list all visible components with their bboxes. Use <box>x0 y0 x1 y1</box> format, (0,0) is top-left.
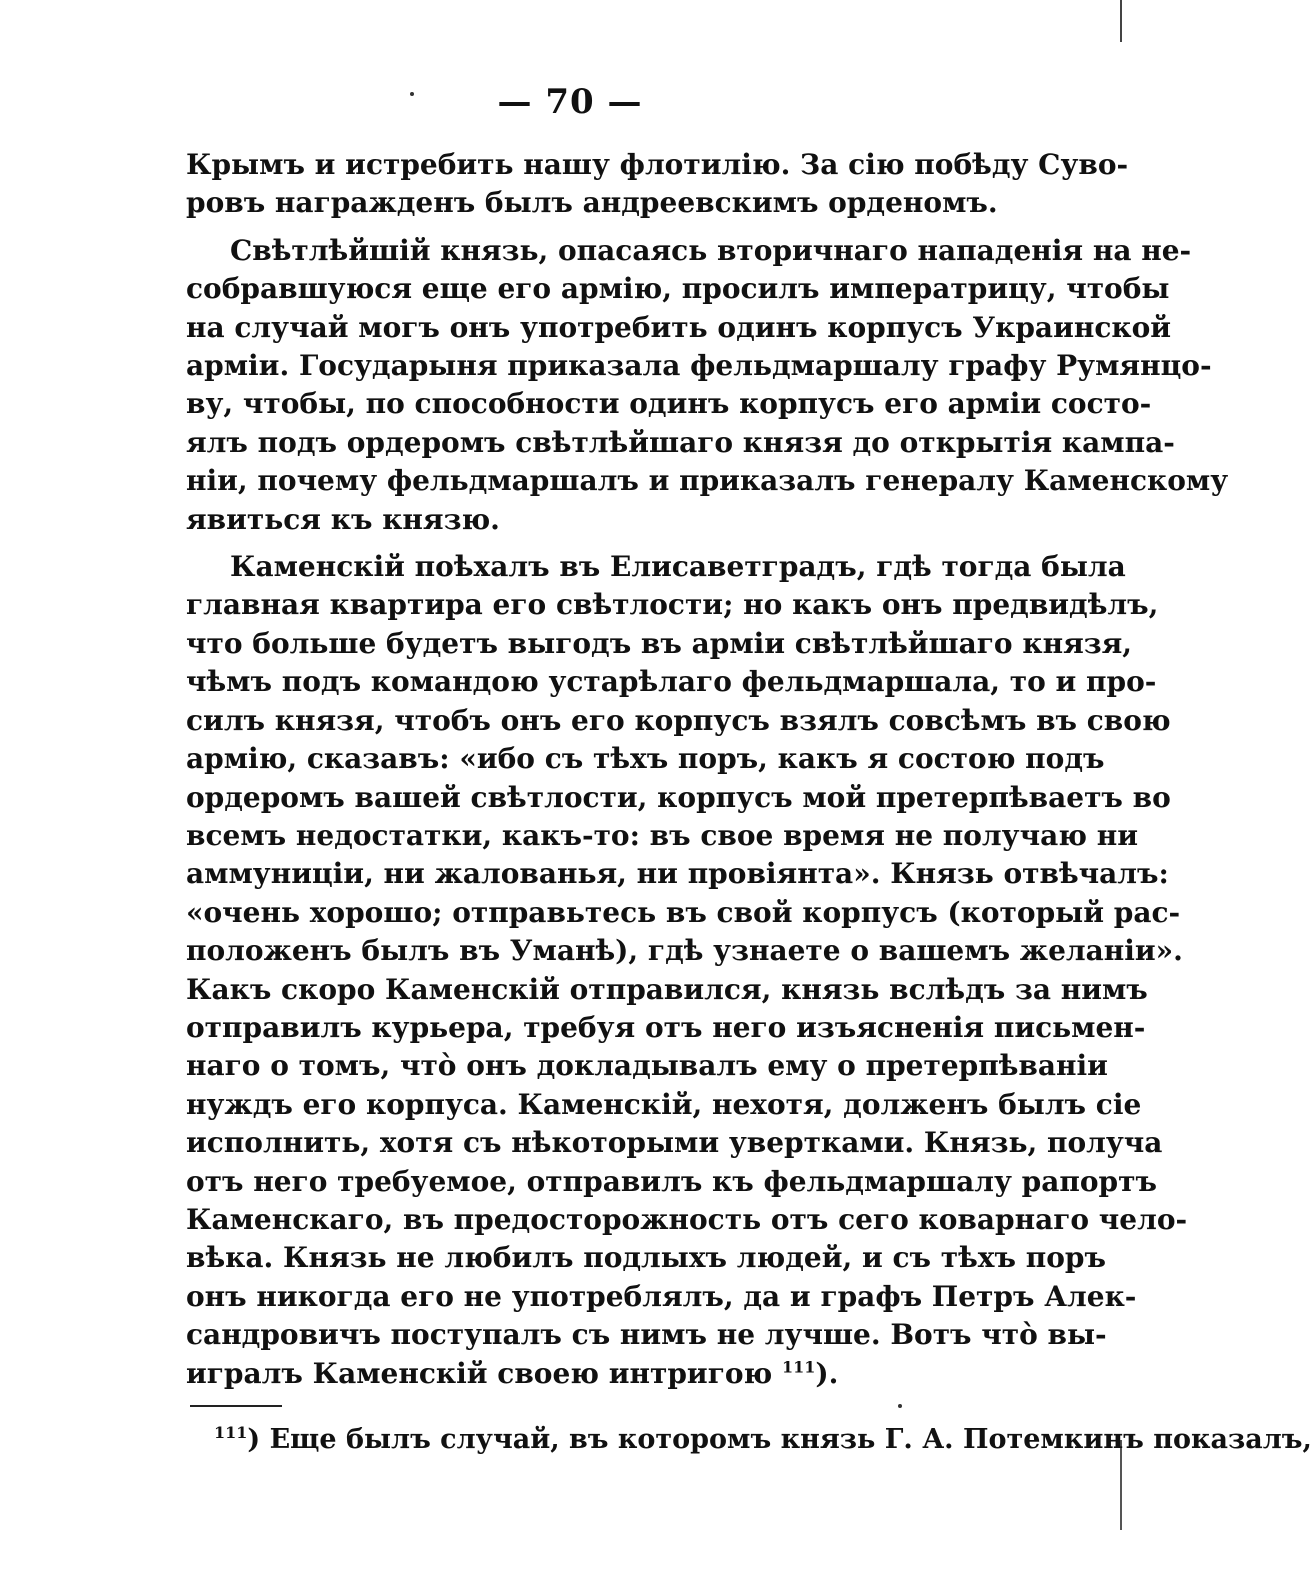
scan-speck <box>898 1404 902 1408</box>
text-line: сандровичъ поступалъ съ нимъ не лучше. Вотъ что̀ вы- <box>186 1318 1107 1352</box>
scan-edge-line <box>1120 0 1122 42</box>
text-line: чѣмъ подъ командою устарѣлаго фельдмаршала, то и про- <box>186 665 1157 699</box>
text-line: «очень хорошо; отправьтесь въ свой корпусъ (который рас- <box>186 895 1181 929</box>
text-line: исполнить, хотя съ нѣкоторыми увертками. Князь, получа <box>186 1126 1163 1160</box>
text-line: ніи, почему фельдмаршалъ и приказалъ генералу Каменскому <box>186 464 1229 498</box>
text-line: Какъ скоро Каменскій отправился, князь вслѣдъ за нимъ <box>186 972 1148 1006</box>
text-line: собравшуюся еще его армію, просилъ императрицу, чтобы <box>186 272 1170 306</box>
footnote <box>214 1423 1312 1455</box>
text-line: отправилъ курьера, требуя отъ него изъясненія письмен- <box>186 1010 1146 1044</box>
footnote-separator <box>190 1405 282 1407</box>
text-line: Каменскій поѣхалъ въ Елисаветградъ, гдѣ тогда была <box>230 550 1126 584</box>
text-line: Каменскаго, въ предосторожность отъ сего коварнаго чело- <box>186 1202 1188 1236</box>
text-line-tail: ). <box>815 1356 839 1390</box>
text-line: что больше будетъ выгодъ въ арміи свѣтлѣйшаго князя, <box>186 626 1133 660</box>
text-line: силъ князя, чтобъ онъ его корпусъ взялъ совсѣмъ въ свою <box>186 703 1171 737</box>
text-line: Свѣтлѣйшій князь, опасаясь вторичнаго нападенія на не- <box>230 233 1192 267</box>
text-line: ялъ подъ ордеромъ свѣтлѣйшаго князя до открытія кампа- <box>186 425 1175 459</box>
page-number: — 70 — <box>497 82 643 122</box>
text-line: на случай могъ онъ употребить одинъ корпусъ Украинской <box>186 310 1172 344</box>
text-line: ордеромъ вашей свѣтлости, корпусъ мой претерпѣваетъ во <box>186 780 1171 814</box>
text-line: всемъ недостатки, какъ-то: въ свое время не получаю ни <box>186 818 1138 852</box>
text-line: ровъ награжденъ былъ андреевскимъ орденомъ. <box>186 186 998 220</box>
text-line <box>186 1355 976 1393</box>
text-line: ву, чтобы, по способности одинъ корпусъ его арміи состо- <box>186 387 1152 421</box>
text-line: вѣка. Князь не любилъ подлыхъ людей, и съ тѣхъ поръ <box>186 1241 1106 1275</box>
text-line: нуждъ его корпуса. Каменскій, нехотя, долженъ былъ сіе <box>186 1087 1142 1121</box>
text-line: арміи. Государыня приказала фельдмаршалу графу Румянцо- <box>186 349 1212 383</box>
text-line-content: игралъ Каменскій своею интригою <box>186 1356 773 1390</box>
body-text <box>186 146 1229 1393</box>
text-line: отъ него требуемое, отправилъ къ фельдмаршалу рапортъ <box>186 1164 1157 1198</box>
text-line: явиться къ князю. <box>186 502 500 536</box>
text-line: онъ никогда его не употреблялъ, да и графъ Петръ Алек- <box>186 1279 1137 1313</box>
text-line: аммуниціи, ни жалованья, ни провіянта». Князь отвѣчалъ: <box>186 857 1169 891</box>
text-line: армію, сказавъ: «ибо съ тѣхъ поръ, какъ я состою подъ <box>186 742 1105 776</box>
text-line: Крымъ и истребить нашу флотилію. За сію побѣду Суво- <box>186 148 1129 181</box>
footnote-marker: 111 <box>214 1423 248 1442</box>
footnote-text: ) Еще былъ случай, въ которомъ князь Г. А. Потемкинъ показалъ, <box>247 1424 1312 1455</box>
text-line: главная квартира его свѣтлости; но какъ онъ предвидѣлъ, <box>186 588 1159 622</box>
text-line: положенъ былъ въ Уманѣ), гдѣ узнаете о вашемъ желаніи». <box>186 934 1183 968</box>
footnote-reference: 111 <box>782 1357 816 1377</box>
text-line: наго о томъ, что̀ онъ докладывалъ ему о претерпѣваніи <box>186 1049 1108 1083</box>
